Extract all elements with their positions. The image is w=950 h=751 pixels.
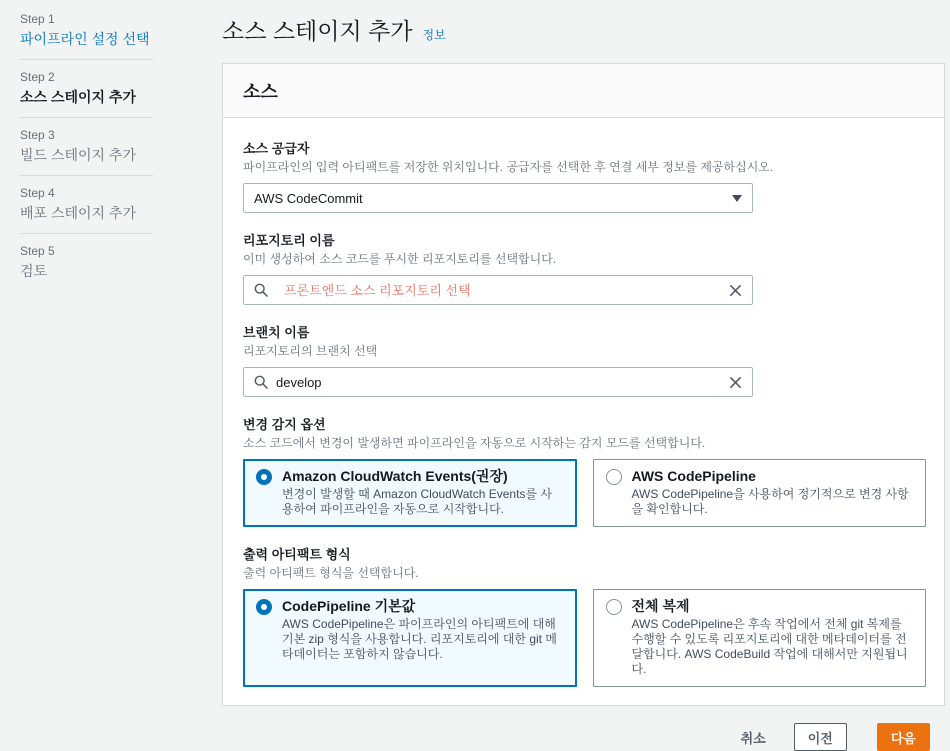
panel-header [223, 64, 944, 118]
cancel-button[interactable]: 취소 [741, 723, 766, 751]
format-options-row [243, 589, 926, 687]
field-label: 소스 공급자 [243, 141, 310, 156]
branch-search-box [243, 367, 753, 397]
panel-body [223, 118, 944, 705]
card-content [632, 598, 914, 677]
sidebar-item-step-4: 배포 스테이지 추가 [20, 205, 136, 221]
sidebar-step-3 [20, 128, 153, 164]
clear-icon[interactable] [729, 376, 742, 389]
field-label: 브랜치 이름 [243, 325, 310, 340]
sidebar-step-5 [20, 244, 153, 280]
source-provider-select[interactable] [243, 183, 753, 213]
format-option-full-clone[interactable] [593, 589, 927, 687]
radio-selected-icon[interactable] [256, 599, 272, 615]
field-description: 파이프라인의 입력 아티팩트를 저장한 위치입니다. 공급자를 선택한 후 연결 세부 정보를 제공하십시오. [243, 160, 774, 174]
sidebar-item-step-1[interactable]: 파이프라인 설정 선택 [20, 31, 150, 47]
step-label: Step 2 [20, 70, 55, 84]
sidebar-item-step-2: 소스 스테이지 추가 [20, 89, 136, 105]
card-title: Amazon CloudWatch Events(권장) [282, 468, 508, 484]
format-option-default[interactable] [243, 589, 577, 687]
field-label: 변경 감지 옵션 [243, 417, 326, 432]
card-description: AWS CodePipeline을 사용하여 정기적으로 변경 사항을 확인합니다. [631, 487, 909, 516]
field-description: 리포지토리의 브랜치 선택 [243, 344, 378, 358]
repository-search-box [243, 275, 753, 305]
radio-unselected-icon[interactable] [606, 599, 622, 615]
field-change-detection [243, 416, 924, 527]
sidebar-item-step-5: 검토 [20, 263, 48, 279]
source-panel [222, 63, 945, 706]
panel-title: 소스 [243, 82, 278, 102]
divider [20, 233, 153, 234]
divider [20, 59, 153, 60]
card-title: CodePipeline 기본값 [282, 598, 416, 614]
card-content [282, 468, 564, 517]
detection-option-codepipeline[interactable] [593, 459, 927, 527]
sidebar-item-step-3: 빌드 스테이지 추가 [20, 147, 136, 163]
previous-button[interactable]: 이전 [794, 723, 847, 751]
card-title: 전체 복제 [631, 598, 690, 614]
field-artifact-format [243, 546, 924, 687]
search-icon [254, 375, 268, 389]
card-content [282, 598, 564, 677]
field-branch-name [243, 324, 924, 397]
card-description: AWS CodePipeline은 파이프라인의 아티팩트에 대해 기본 zip 형식을 사용합니다. 리포지토리에 대한 git 메타데이터는 포함하지 않습니다. [282, 617, 557, 661]
select-value: AWS CodeCommit [254, 190, 363, 206]
card-description: AWS CodePipeline은 후속 작업에서 전체 git 복제를 수행할 수 있도록 리포지토리에 대한 메타데이터를 전달합니다. AWS CodeBuild 작업에 대해서만 지원됩니다. [631, 617, 908, 676]
field-source-provider [243, 140, 924, 213]
field-label: 출력 아티팩트 형식 [243, 547, 351, 562]
detection-options-row [243, 459, 926, 527]
step-label: Step 5 [20, 244, 55, 258]
field-description: 소스 코드에서 변경이 발생하면 파이프라인을 자동으로 시작하는 감지 모드를 선택합니다. [243, 436, 706, 450]
field-repository-name [243, 232, 924, 305]
clear-icon[interactable] [729, 284, 742, 297]
chevron-down-icon [732, 195, 742, 202]
sidebar-step-4 [20, 186, 153, 222]
card-title: AWS CodePipeline [631, 468, 756, 484]
field-description: 출력 아티팩트 형식을 선택합니다. [243, 566, 419, 580]
next-button[interactable]: 다음 [877, 723, 930, 751]
step-label: Step 3 [20, 128, 55, 142]
step-label: Step 4 [20, 186, 55, 200]
field-label: 리포지토리 이름 [243, 233, 335, 248]
search-icon [254, 283, 268, 297]
divider [20, 117, 153, 118]
radio-selected-icon[interactable] [256, 469, 272, 485]
field-description: 이미 생성하여 소스 코드를 푸시한 리포지토리를 선택합니다. [243, 252, 557, 266]
divider [20, 175, 153, 176]
detection-option-cloudwatch[interactable] [243, 459, 577, 527]
repository-name-input[interactable] [284, 283, 721, 298]
page-header [222, 13, 945, 46]
branch-name-input[interactable] [276, 375, 721, 390]
wizard-steps-sidebar [20, 12, 153, 280]
sidebar-step-1 [20, 12, 153, 48]
info-link[interactable]: 정보 [422, 28, 446, 42]
step-label: Step 1 [20, 12, 55, 26]
wizard-footer [222, 723, 945, 751]
card-content [632, 468, 914, 517]
radio-unselected-icon[interactable] [606, 469, 622, 485]
main-content [222, 0, 945, 751]
card-description: 변경이 발생할 때 Amazon CloudWatch Events를 사용하여 파이프라인을 자동으로 시작합니다. [282, 487, 552, 516]
page-title: 소스 스테이지 추가 [222, 18, 413, 44]
sidebar-step-2 [20, 70, 153, 106]
